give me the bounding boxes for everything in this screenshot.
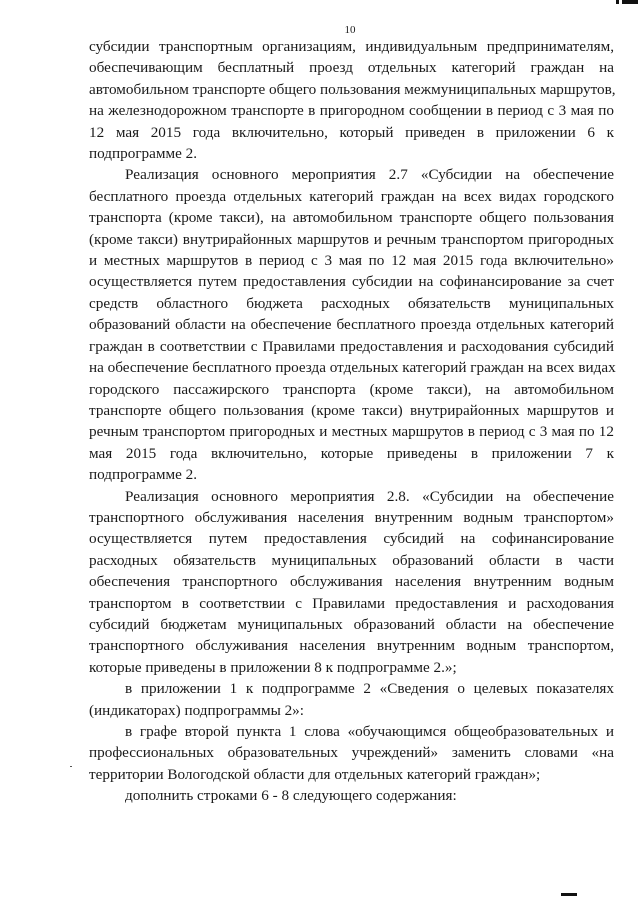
text-line: на железнодорожном транспорте в пригородном сообщении в период с 3 мая по	[89, 102, 614, 120]
paragraph-subsidy-continuation	[89, 36, 614, 164]
text-line: речным транспортом пригородных и местных маршрутов в период с 3 мая по 12	[89, 423, 614, 441]
text-line: транспортного обслуживания населения внутренним водным транспортом,	[89, 637, 614, 655]
text-line: осуществляется путем предоставления субсидий на софинансирование	[89, 530, 614, 548]
paragraph-measure-2-8	[89, 486, 614, 679]
text-line: субсидии транспортным организациям, индивидуальным предпринимателям,	[89, 38, 614, 55]
text-line: территории Вологодской области для отдельных категорий граждан»;	[89, 765, 541, 783]
text-line: подпрограмме 2.	[89, 466, 198, 484]
text-line: дополнить строками 6 - 8 следующего содержания:	[125, 787, 457, 805]
text-line: граждан в соответствии с Правилами предоставления и расходования субсидий	[89, 337, 614, 355]
text-line: в графе второй пункта 1 слова «обучающимся общеобразовательных и	[125, 723, 614, 740]
text-line: которые приведены в приложении 8 к подпрограмме 2.»;	[89, 658, 457, 676]
text-line: Реализация основного мероприятия 2.7 «Субсидии на обеспечение	[125, 166, 614, 184]
text-line: и местных маршрутов в период с 3 мая по 12 мая 2015 года включительно»	[89, 252, 614, 270]
scan-artifact-top	[622, 0, 638, 4]
text-line: (индикаторах) подпрограммы 2»:	[89, 701, 304, 719]
page-number: 10	[344, 24, 356, 36]
paragraph-column-replacement	[89, 721, 614, 785]
text-line: осуществляется путем предоставления субсидии на софинансирование за счет	[89, 273, 614, 291]
text-line: городского пассажирского транспорта (кроме такси), на автомобильном	[89, 380, 614, 398]
text-line: 12 мая 2015 года включительно, который приведен в приложении 6 к	[89, 123, 614, 141]
document-body	[89, 36, 614, 807]
text-line: субсидий бюджетам муниципальных образований области на обеспечение	[89, 615, 614, 633]
text-line: транспортом в соответствии с Правилами предоставления и расходования	[89, 594, 614, 612]
text-line: подпрограмме 2.	[89, 145, 198, 163]
text-line: Реализация основного мероприятия 2.8. «Субсидии на обеспечение	[125, 487, 614, 505]
text-line: транспорте общего пользования (кроме такси) внутрирайонных маршрутов и	[89, 401, 614, 419]
paragraph-appendix-1	[89, 678, 614, 721]
text-line: мая 2015 года включительно, которые приведены в приложении 7 к	[89, 444, 614, 462]
text-line: образований области на обеспечение бесплатного проезда отдельных категорий	[89, 316, 614, 334]
text-line: транспортного обслуживания населения внутренним водным транспортом»	[89, 508, 614, 526]
text-line: обеспечения транспортного обслуживания населения внутренним водным	[89, 573, 614, 591]
text-line: расходных обязательств муниципальных образований области в части	[89, 551, 614, 569]
text-line: транспорта (кроме такси), на автомобильном транспорте общего пользования	[89, 209, 614, 227]
scan-artifact-bottom	[561, 893, 577, 896]
paragraph-add-rows	[89, 785, 614, 806]
paragraph-measure-2-7	[89, 164, 614, 485]
text-line: бесплатного проезда отдельных категорий граждан на всех видах городского	[89, 187, 614, 205]
text-line: обеспечивающим бесплатный проезд отдельных категорий граждан на	[89, 59, 614, 77]
text-line: профессиональных образовательных учреждений» заменить словами «на	[89, 744, 614, 762]
text-line: автомобильном транспорте общего пользования межмуниципальных маршрутов,	[89, 80, 616, 98]
scan-artifact-dot	[70, 766, 72, 767]
text-line: средств областного бюджета расходных обязательств муниципальных	[89, 294, 614, 312]
text-line: (кроме такси) внутрирайонных маршрутов и речным транспортом пригородных	[89, 230, 614, 248]
text-line: на обеспечение бесплатного проезда отдельных категорий граждан на всех видах	[89, 359, 616, 377]
text-line: в приложении 1 к подпрограмме 2 «Сведения о целевых показателях	[125, 680, 614, 698]
